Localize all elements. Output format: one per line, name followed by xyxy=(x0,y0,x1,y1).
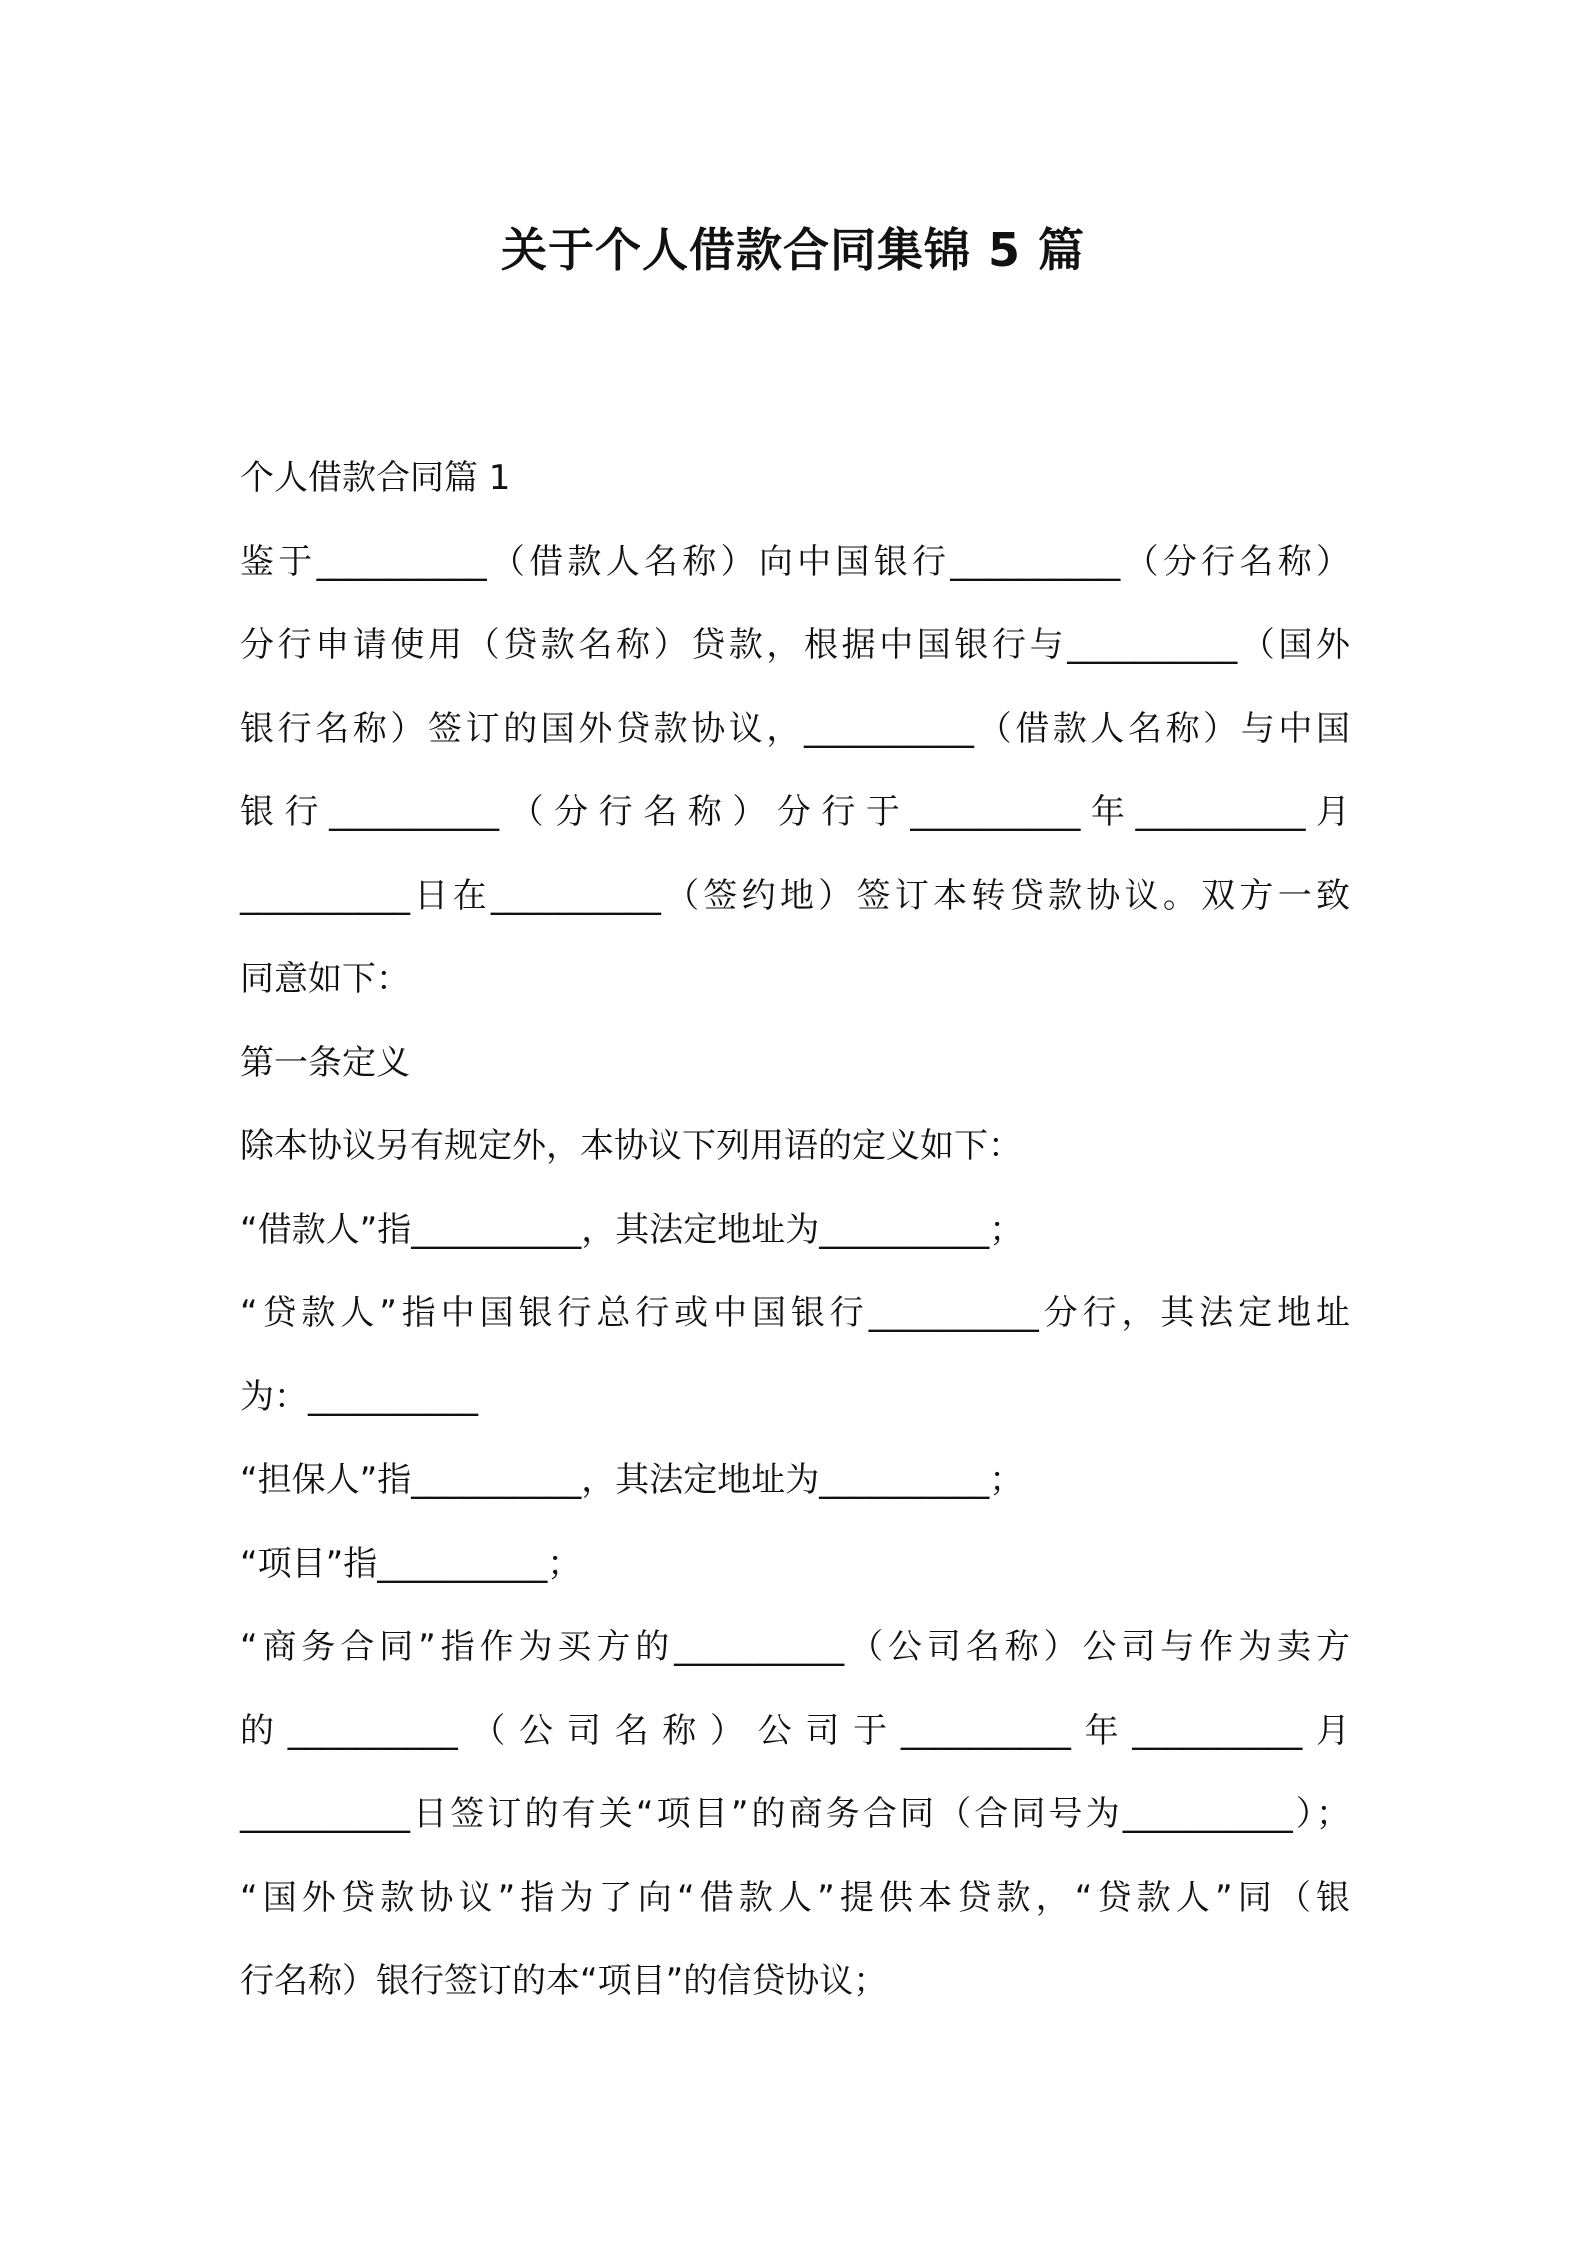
paragraph-line: 银行名称）签订的国外贷款协议，__________（借款人名称）与中国 xyxy=(240,708,1350,749)
document-body xyxy=(240,437,1350,2024)
paragraph-line: 鉴于__________（借款人名称）向中国银行__________（分行名称） xyxy=(240,541,1350,582)
definition-line: “担保人”指__________，其法定地址为__________； xyxy=(240,1460,1024,1500)
paragraph-line: __________日在__________（签约地）签订本转贷款协议。双方一致 xyxy=(240,875,1350,916)
definition-line: “借款人”指__________，其法定地址为__________； xyxy=(240,1209,1024,1250)
document-title: 关于个人借款合同集锦 5 篇 xyxy=(500,223,1086,277)
definition-line: “贷款人”指中国银行总行或中国银行__________分行，其法定地址 xyxy=(240,1293,1350,1333)
section-heading: 个人借款合同篇 1 xyxy=(240,458,511,498)
definition-line: “国外贷款协议”指为了向“借款人”提供本贷款，“贷款人”同（银 xyxy=(240,1877,1350,1918)
definition-line: “项目”指__________； xyxy=(240,1543,582,1584)
definition-line: 的__________（公司名称）公司于__________年__________月 xyxy=(240,1710,1350,1751)
article-heading: 第一条定义 xyxy=(240,1042,410,1083)
definition-line: 为：__________ xyxy=(240,1376,478,1417)
definition-line: __________日签订的有关“项目”的商务合同（合同号为__________）； xyxy=(240,1794,1350,1834)
paragraph-line: 银行__________（分行名称）分行于__________年__________月 xyxy=(240,792,1350,832)
paragraph-line: 同意如下： xyxy=(240,959,410,999)
paragraph-line: 除本协议另有规定外，本协议下列用语的定义如下： xyxy=(240,1126,1022,1166)
definition-line: “商务合同”指作为买方的__________（公司名称）公司与作为卖方 xyxy=(240,1627,1350,1667)
paragraph-line: 分行申请使用（贷款名称）贷款，根据中国银行与__________（国外 xyxy=(240,625,1350,665)
definition-line: 行名称）银行签订的本“项目”的信贷协议； xyxy=(240,1961,888,2001)
